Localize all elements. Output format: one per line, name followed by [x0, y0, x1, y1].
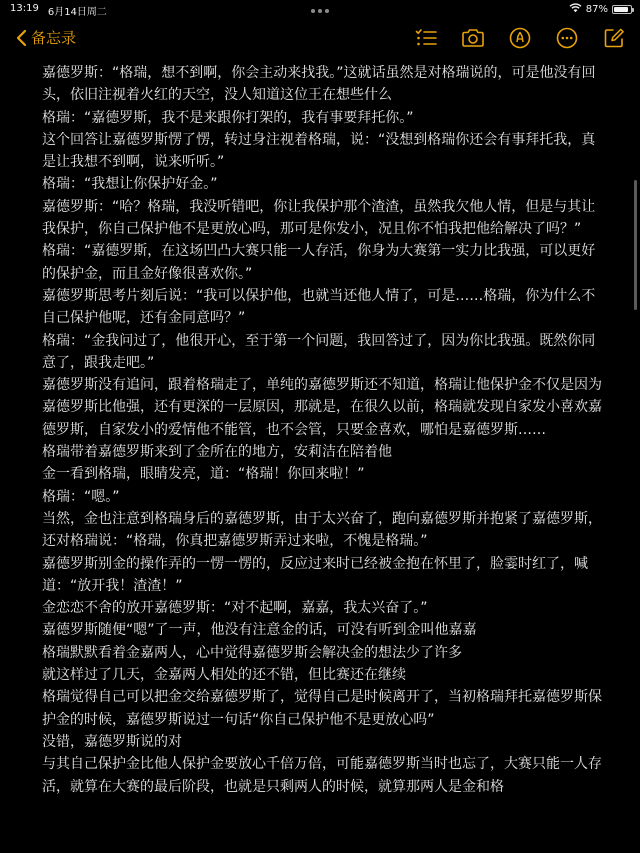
pen-icon[interactable] [508, 26, 532, 50]
note-paragraph: 这个回答让嘉德罗斯愣了愣，转过身注视着格瑞，说：“没想到格瑞你还会有事拜托我，真是让我想不到啊，说来听听。” [42, 131, 596, 171]
note-paragraph: 嘉德罗斯别金的操作弄的一愣一愣的，反应过来时已经被金抱在怀里了，脸霎时红了，喊道：“放开我！渣渣！” [42, 555, 588, 594]
note-body[interactable] [42, 62, 602, 798]
note-paragraph: 嘉德罗斯思考片刻后说：“我可以保护他，也就当还他人情了，可是……格瑞，你为什么不自己保护他呢，还有金同意吗？” [42, 287, 596, 327]
note-paragraph: 嘉德罗斯：“格瑞，想不到啊，你会主动来找我。”这就话虽然是对格瑞说的，可是他没有回头，依旧注视着火红的天空，没人知道这位王在想些什么 [42, 65, 596, 104]
chevron-left-icon [16, 29, 27, 47]
back-button-label: 备忘录 [31, 29, 77, 47]
camera-icon[interactable] [461, 26, 485, 50]
note-paragraph: 格瑞默默看着金嘉两人，心中觉得嘉德罗斯会解决金的想法少了许多 [42, 644, 462, 661]
note-paragraph: 与其自己保护金比他人保护金要放心千倍万倍，可能嘉德罗斯当时也忘了，大赛只能一人存活，就算在大赛的最后阶段，也就是只剩两人的时候，就算那两人是金和格 [42, 756, 602, 795]
grabber-dot [325, 9, 329, 13]
checklist-icon[interactable] [414, 26, 438, 50]
battery-icon [612, 5, 632, 14]
status-date: 6月14日周二 [47, 7, 107, 18]
note-paragraph: 嘉德罗斯：“哈？格瑞，我没听错吧，你让我保护那个渣渣，虽然我欠他人情，但是与其让我保护，你自己保护他不是更放心吗，那可是你发小，况且你不怕我把他给解决了吗？” [42, 198, 596, 238]
note-paragraph: 没错，嘉德罗斯说的对 [42, 733, 182, 750]
battery-fill [614, 7, 628, 12]
note-paragraph: 格瑞：“我想让你保护好金。” [42, 176, 218, 193]
note-paragraph: 金一看到格瑞，眼睛发亮，道：“格瑞！你回来啦！” [42, 466, 365, 483]
scrollbar[interactable] [634, 180, 637, 310]
note-paragraph: 格瑞带着嘉德罗斯来到了金所在的地方，安莉洁在陪着他 [42, 444, 392, 461]
more-icon[interactable] [555, 26, 579, 50]
note-paragraph: 格瑞：“嘉德罗斯，在这场凹凸大赛只能一人存活，你身为大赛第一实力比我强，可以更好的保护金，而且金好像很喜欢你。” [42, 243, 596, 282]
toolbar-actions [414, 26, 626, 50]
compose-icon[interactable] [602, 26, 626, 50]
note-paragraph: 就这样过了几天，金嘉两人相处的还不错，但比赛还在继续 [42, 667, 406, 684]
multitasking-grabber[interactable] [311, 9, 329, 13]
battery-percent: 87% [585, 4, 608, 15]
notes-toolbar [0, 22, 640, 56]
wifi-icon [569, 3, 582, 16]
note-paragraph: 格瑞：“嘉德罗斯，我不是来跟你打架的，我有事要拜托你。” [42, 109, 414, 126]
grabber-dot [318, 9, 322, 13]
back-button[interactable] [16, 27, 76, 48]
grabber-dot [311, 9, 315, 13]
note-paragraph: 金恋恋不舍的放开嘉德罗斯：“对不起啊，嘉嘉，我太兴奋了。” [42, 600, 428, 617]
note-paragraph: 嘉德罗斯没有追问，跟着格瑞走了，单纯的嘉德罗斯还不知道，格瑞让他保护金不仅是因为嘉德罗斯比他强，还有更深的一层原因，那就是，在很久以前，格瑞就发现自家发小喜欢嘉德罗斯，自家发小的爱情他不能管，也不会管，只要金喜欢，哪怕是嘉德罗斯…… [42, 377, 602, 438]
status-right [569, 3, 632, 16]
note-paragraph: 格瑞：“金我问过了，他很开心，至于第一个问题，我回答过了，因为你比我强。既然你同意了，跟我走吧。” [42, 332, 596, 371]
status-time: 13:19 [10, 3, 39, 14]
note-paragraph: 格瑞：“嗯。” [42, 488, 120, 505]
note-paragraph: 格瑞觉得自己可以把金交给嘉德罗斯了，觉得自己是时候离开了，当初格瑞拜托嘉德罗斯保护金的时候，嘉德罗斯说过一句话“你自己保护他不是更放心吗” [42, 689, 602, 728]
note-paragraph: 当然，金也注意到格瑞身后的嘉德罗斯，由于太兴奋了，跑向嘉德罗斯并抱紧了嘉德罗斯，还对格瑞说：“格瑞，你真把嘉德罗斯弄过来啦，不愧是格瑞。” [42, 510, 602, 550]
status-bar [0, 0, 640, 20]
status-left [10, 3, 107, 18]
note-paragraph: 嘉德罗斯随便“嗯”了一声，他没有注意金的话，可没有听到金叫他嘉嘉 [42, 622, 477, 639]
